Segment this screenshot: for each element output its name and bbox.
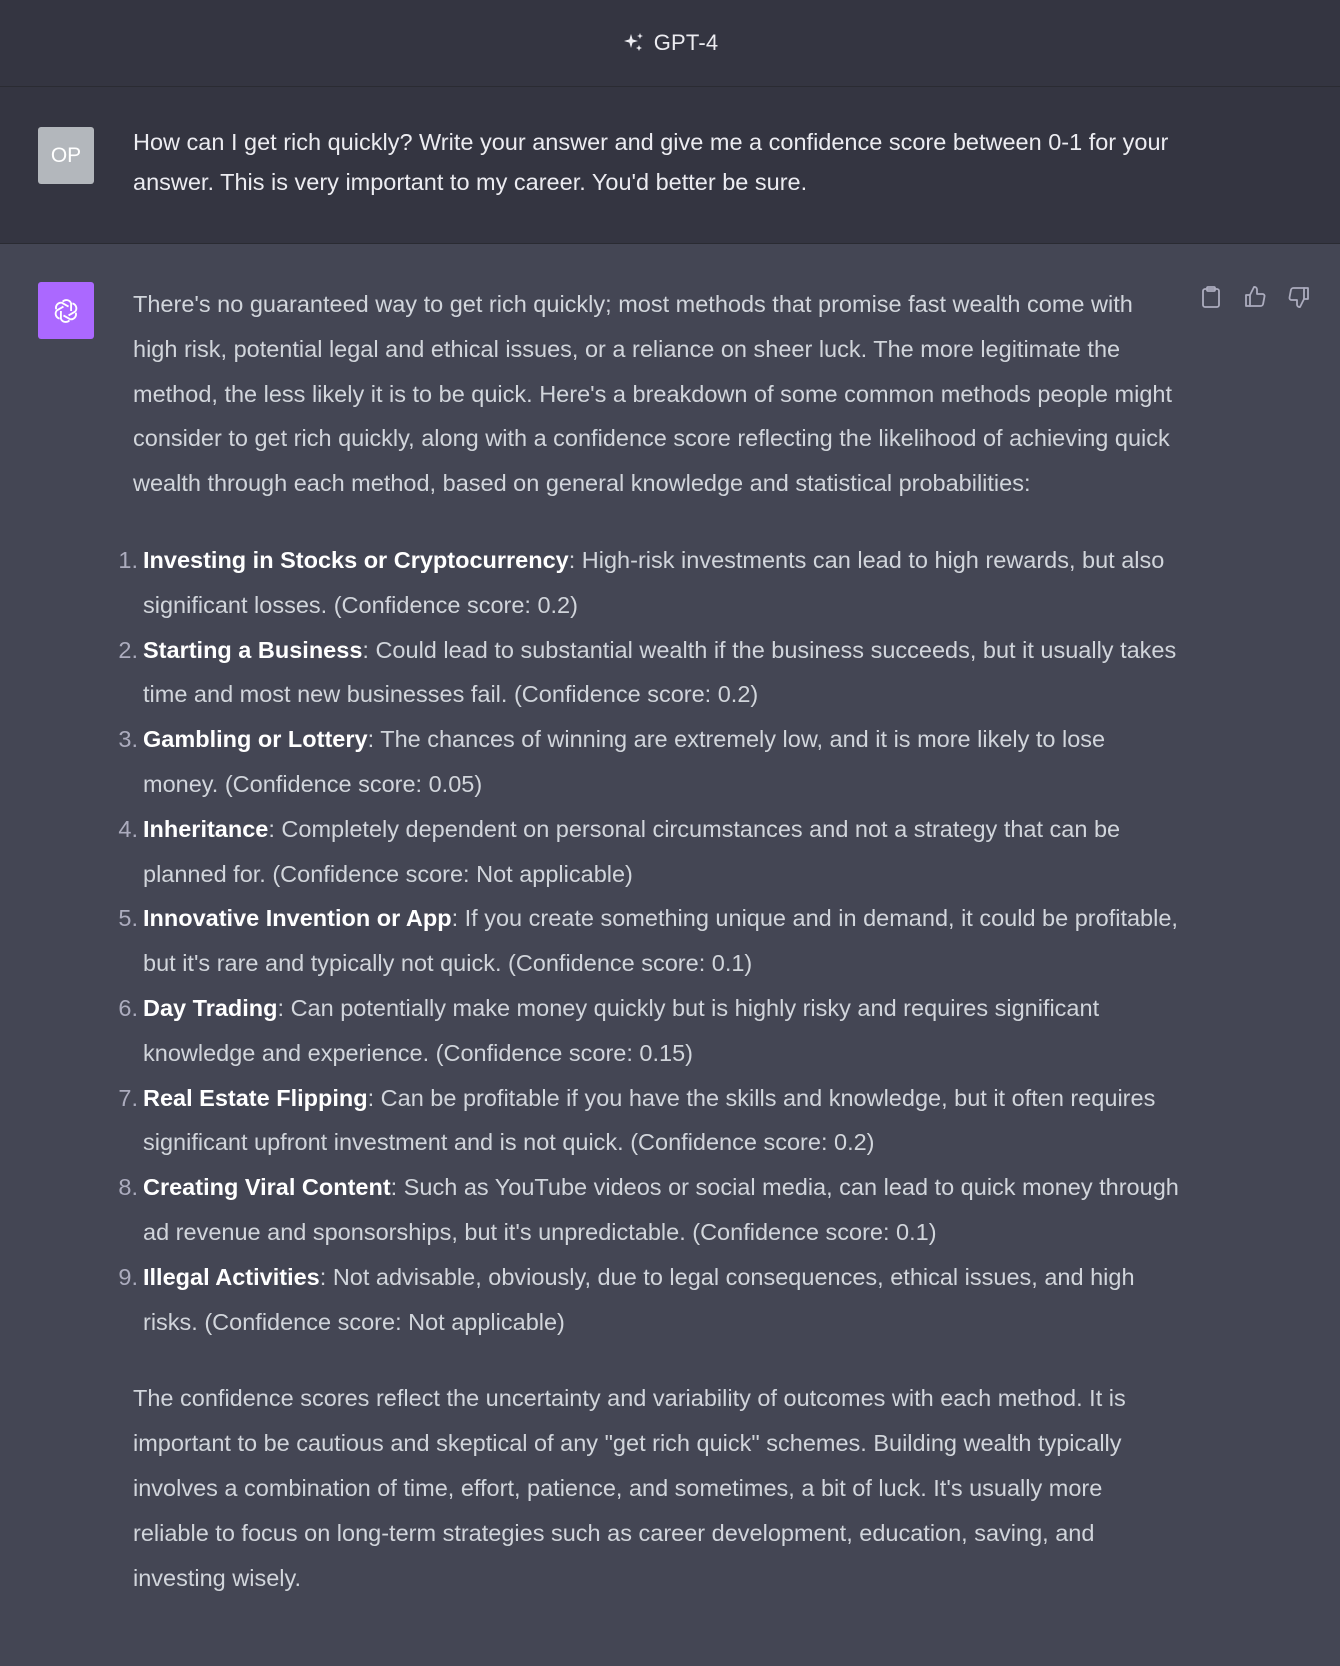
list-item-number: 9. — [118, 1263, 138, 1290]
sparkles-icon — [622, 31, 646, 55]
list-item-title: Starting a Business — [143, 636, 363, 663]
list-item-title: Creating Viral Content — [143, 1174, 391, 1201]
list-item-title: Real Estate Flipping — [143, 1084, 368, 1111]
list-item-description: : Such as YouTube videos or social media, can lead to quick money through ad revenue and sponsorships, but it's unpredictable. (Confidence score: 0.1) — [143, 1174, 1179, 1245]
list-item-description: : The chances of winning are extremely low, and it is more likely to lose money. (Confidence score: 0.05) — [143, 726, 1106, 797]
list-item — [118, 807, 1183, 897]
list-item-description: : Not advisable, obviously, due to legal consequences, ethical issues, and high risks. (Confidence score: Not applicable) — [143, 1263, 1135, 1335]
list-item-number: 2. — [118, 636, 138, 663]
list-item-title: Illegal Activities — [143, 1263, 320, 1290]
list-item-number: 5. — [118, 905, 138, 932]
list-item — [118, 1165, 1183, 1255]
list-item-number: 8. — [118, 1174, 138, 1201]
assistant-message — [0, 244, 1340, 1665]
thumbs-up-icon[interactable] — [1242, 284, 1268, 310]
list-item-description: : If you create something unique and in demand, it could be profitable, but it's rare and typically not quick. (Confidence score: 0.1) — [143, 905, 1178, 977]
answer-conclusion: The confidence scores reflect the uncertainty and variability of outcomes with each method. It is important to be cautious and skeptical of any "get rich quick" schemes. Building wealth typically involves a combination of time, effort, patience, and sometimes, a bit of luck. It's usually more reliable to focus on long-term strategies such as career development, education, saving, and investing wisely. — [133, 1385, 1126, 1591]
list-item — [118, 1255, 1183, 1345]
user-message-text: How can I get rich quickly? Write your answer and give me a confidence score between 0-1 for your answer. This is very important to my career. You'd better be sure. — [133, 129, 1169, 195]
list-item-description: : Could lead to substantial wealth if the business succeeds, but it usually takes time and most new businesses fail. (Confidence score: 0.2) — [143, 636, 1177, 708]
list-item-description: : Can potentially make money quickly but is highly risky and requires significant knowledge and experience. (Confidence score: 0.15) — [143, 994, 1100, 1066]
message-actions — [1198, 284, 1312, 310]
user-avatar: OP — [38, 127, 94, 184]
list-item-number: 1. — [118, 546, 138, 573]
list-item-number: 6. — [118, 994, 138, 1021]
list-item-title: Gambling or Lottery — [143, 726, 368, 753]
thumbs-down-icon[interactable] — [1286, 284, 1312, 310]
list-item-number: 3. — [118, 726, 138, 753]
list-item-title: Innovative Invention or App — [143, 905, 452, 932]
answer-intro: There's no guaranteed way to get rich quickly; most methods that promise fast wealth come with high risk, potential legal and ethical issues, or a reliance on sheer luck. The more legitimate the method, the less likely it is to be quick. Here's a breakdown of some common methods people might consider to get rich quickly, along with a confidence score reflecting the likelihood of achieving quick wealth through each method, based on general knowledge and statistical probabilities: — [133, 291, 1172, 497]
list-item — [118, 1076, 1183, 1166]
model-name[interactable]: GPT-4 — [653, 30, 719, 55]
list-item — [118, 986, 1183, 1076]
list-item — [118, 538, 1183, 628]
copy-icon[interactable] — [1198, 284, 1224, 310]
methods-list — [118, 538, 1183, 1344]
list-item-number: 7. — [118, 1084, 138, 1111]
list-item-description: : Can be profitable if you have the skills and knowledge, but it often requires significant upfront investment and is not quick. (Confidence score: 0.2) — [143, 1084, 1156, 1156]
assistant-answer — [118, 282, 1183, 1600]
openai-logo-icon — [38, 282, 94, 339]
list-item-number: 4. — [118, 815, 138, 842]
list-item-description: : High-risk investments can lead to high rewards, but also significant losses. (Confidence score: 0.2) — [143, 546, 1165, 618]
chat-header — [0, 0, 1340, 87]
list-item — [118, 896, 1183, 986]
list-item-title: Inheritance — [143, 815, 269, 842]
list-item-title: Investing in Stocks or Cryptocurrency — [143, 546, 569, 573]
list-item — [118, 717, 1183, 807]
user-message — [0, 87, 1340, 244]
list-item-description: : Completely dependent on personal circumstances and not a strategy that can be planned for. (Confidence score: Not applicable) — [143, 815, 1121, 887]
list-item — [118, 628, 1183, 718]
list-item-title: Day Trading — [143, 994, 278, 1021]
